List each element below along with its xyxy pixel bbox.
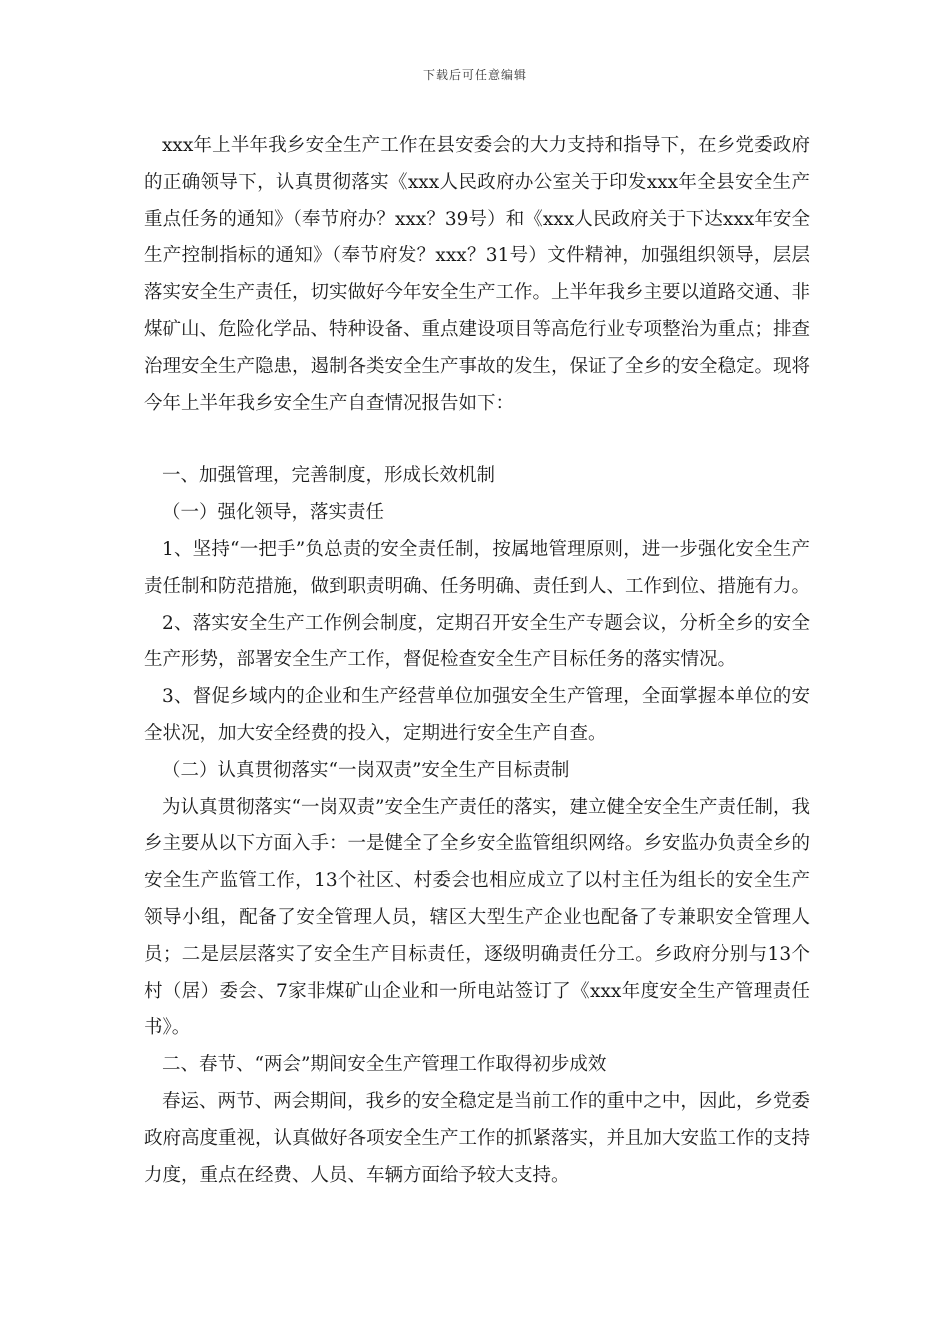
subsection-2-paragraph: 为认真贯彻落实“一岗双责”安全生产责任的落实，建立健全安全生产责任制，我乡主要从以下方面入手：一是健全了全乡安全监管组织网络。乡安监办负责全乡的安全生产监管工作，13个社区、村委会也相应成立了以村主任为组长的安全生产领导小组，配备了安全管理人员，辖区大型生产企业也配备了专兼职安全管理人员；二是层层落实了安全生产目标责任，逐级明确责任分工。乡政府分别与13个村（居）委会、7家非煤矿山企业和一所电站签订了《xxx年度安全生产管理责任书》。 [144, 796, 811, 1039]
document-body [144, 128, 810, 1194]
list-item-3: 3、督促乡域内的企业和生产经营单位加强安全生产管理，全面掌握本单位的安全状况，加大安全经费的投入，定期进行安全生产自查。 [144, 686, 810, 744]
section-2-paragraph: 春运、两节、两会期间，我乡的安全稳定是当前工作的重中之中，因此，乡党委政府高度重视，认真做好各项安全生产工作的抓紧落实，并且加大安监工作的支持力度，重点在经费、人员、车辆方面给予较大支持。 [144, 1090, 811, 1186]
paragraph-gap [144, 422, 810, 458]
list-item-2: 2、落实安全生产工作例会制度，定期召开安全生产专题会议，分析全乡的安全生产形势，部署安全生产工作，督促检查安全生产目标任务的落实情况。 [144, 612, 810, 671]
page-header-note: 下载后可任意编辑 [422, 68, 527, 82]
section-2-heading: 二、春节、“两会”期间安全生产管理工作取得初步成效 [162, 1054, 607, 1076]
section-1-subheading-1: （一）强化领导，落实责任 [162, 502, 385, 524]
section-1-heading: 一、加强管理，完善制度，形成长效机制 [162, 465, 496, 487]
section-1-subheading-2: （二）认真贯彻落实“一岗双责”安全生产目标责制 [162, 759, 570, 781]
intro-paragraph: xxx年上半年我乡安全生产工作在县安委会的大力支持和指导下，在乡党委政府的正确领导下，认真贯彻落实《xxx人民政府办公室关于印发xxx年全县安全生产重点任务的通知》（奉节府办？xxx？39号）和《xxx人民政府关于下达xxx年安全生产控制指标的通知》（奉节府发？xxx？31号）文件精神，加强组织领导，层层落实安全生产责任，切实做好今年安全生产工作。上半年我乡主要以道路交通、非煤矿山、危险化学品、特种设备、重点建设项目等高危行业专项整治为重点；排查治理安全生产隐患，遏制各类安全生产事故的发生，保证了全乡的安全稳定。现将今年上半年我乡安全生产自查情况报告如下： [144, 135, 811, 414]
list-item-1: 1、坚持“一把手”负总责的安全责任制，按属地管理原则，进一步强化安全生产责任制和防范措施，做到职责明确、任务明确、责任到人、工作到位、措施有力。 [144, 538, 811, 597]
